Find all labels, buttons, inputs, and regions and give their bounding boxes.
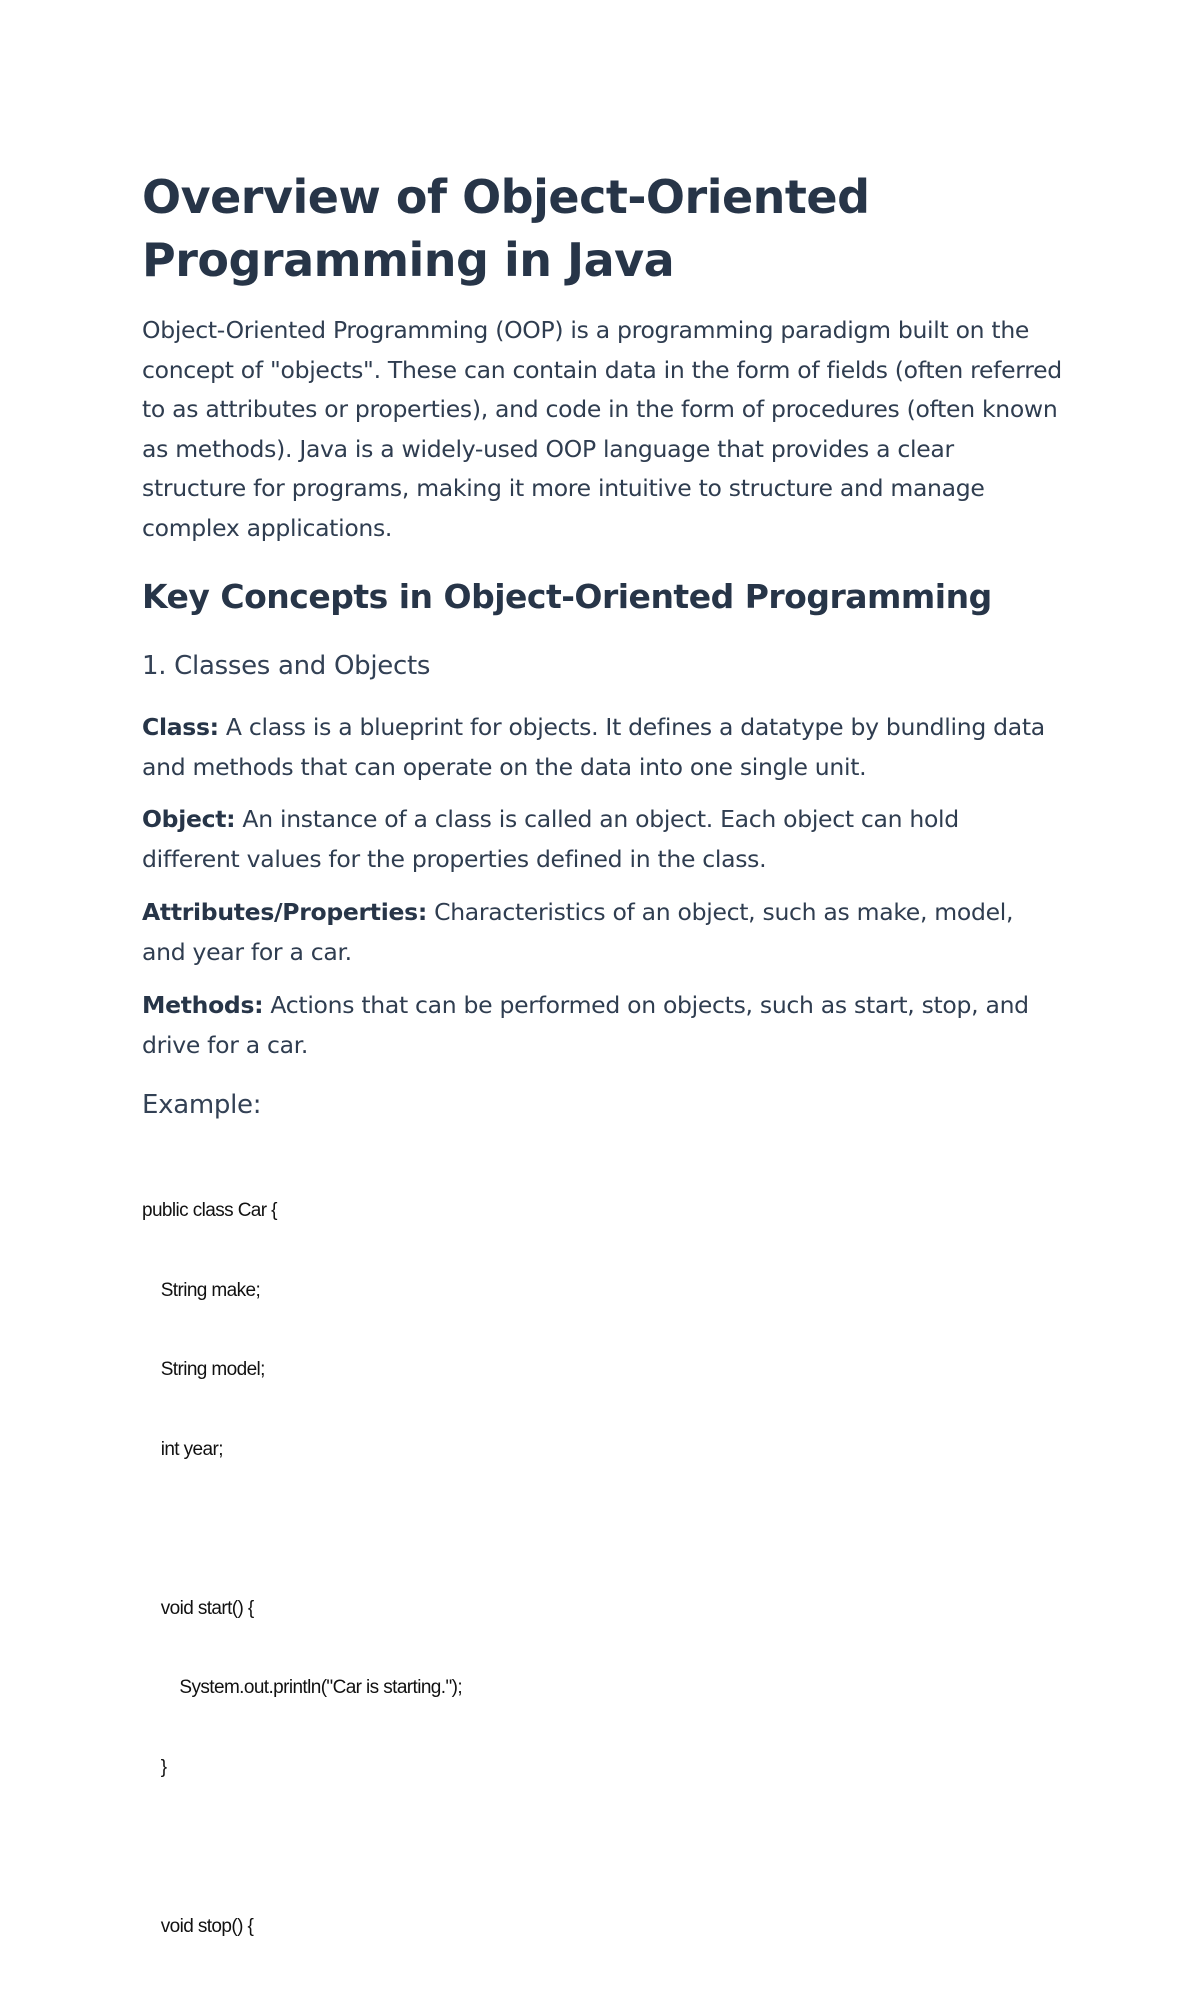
page-title: Overview of Object-Oriented Programming in Java	[142, 170, 870, 287]
definition-class	[142, 707, 1062, 787]
classes-objects-heading: 1. Classes and Objects	[142, 651, 431, 681]
intro-paragraph: Object-Oriented Programming (OOP) is a programming paradigm built on the concept of "objects". These can contain data in the form of fields (often referred to as attributes or properties), and code in the form of procedures (often known as methods). Java is a widely-used OOP language that provides a clear structure for programs, making it more intuitive to structure and manage complex applications.	[142, 316, 1062, 542]
code-line	[142, 1516, 462, 1543]
example-heading: Example:	[142, 1090, 262, 1120]
code-line: int year;	[142, 1438, 223, 1460]
definition-methods	[142, 985, 1062, 1065]
definition-object	[142, 799, 1062, 879]
definition-attributes	[142, 892, 1062, 972]
definition-term: Methods:	[142, 991, 264, 1019]
code-block	[142, 1145, 462, 1993]
definition-term: Class:	[142, 713, 219, 741]
code-line: System.out.println("Car is starting.");	[142, 1677, 462, 1698]
definition-term: Attributes/Properties:	[142, 898, 427, 926]
definition-text: An instance of a class is called an object. Each object can hold different values for the properties defined in the class.	[142, 805, 959, 873]
code-line: void stop() {	[142, 1915, 254, 1937]
code-line	[142, 1834, 462, 1861]
code-line: String model;	[142, 1359, 265, 1380]
definition-text: Characteristics of an object, such as make, model, and year for a car.	[142, 898, 1014, 966]
key-concepts-heading: Key Concepts in Object-Oriented Programming	[142, 577, 992, 616]
definition-text: Actions that can be performed on objects, such as start, stop, and drive for a car.	[142, 991, 1029, 1059]
definition-text: A class is a blueprint for objects. It defines a datatype by bundling data and methods that can operate on the data into one single unit.	[142, 713, 1045, 781]
definition-term: Object:	[142, 805, 236, 833]
code-line: void start() {	[142, 1597, 254, 1619]
code-line: }	[142, 1756, 167, 1778]
code-line: public class Car {	[142, 1200, 277, 1221]
code-line: String make;	[142, 1279, 261, 1301]
